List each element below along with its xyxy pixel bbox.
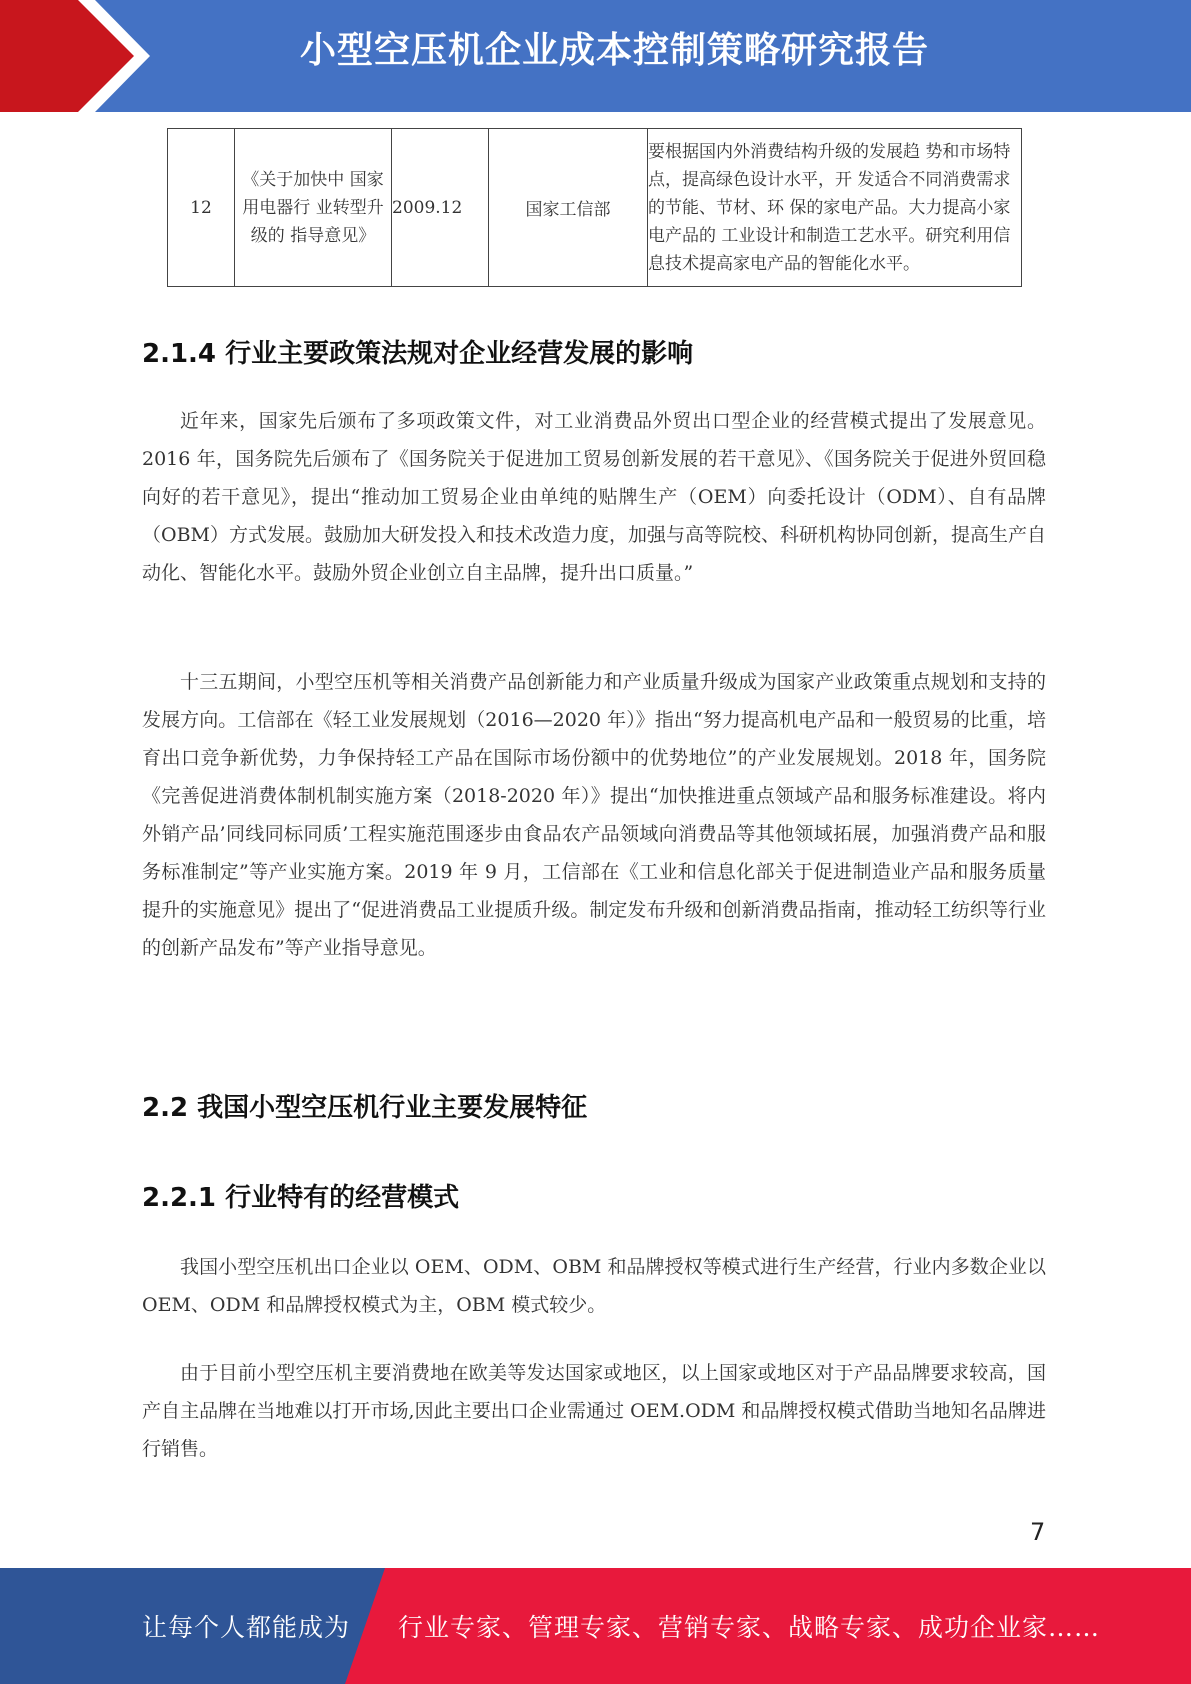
paragraph-13th-five-year: 十三五期间，小型空压机等相关消费产品创新能力和产业质量升级成为国家产业政策重点规划和支持的发展方向。工信部在《轻工业发展规划（2016—2020 年）》指出“努力提高机电产品和一般贸易的比重，培育出口竞争新优势，力争保持轻工产品在国际市场份额中的优势地位”的产业发展规划。2018 年，国务院《完善促进消费体制机制实施方案（2018-2020 年）》提出“加快推进重点领域产品和服务标准建设。将内外销产品’同线同标同质’工程实施范围逐步由食品农产品领域向消费品等其他领域拓展，加强消费产品和服务标准制定”等产业实施方案。2019 年 9 月，工信部在《工业和信息化部关于促进制造业产品和服务质量提升的实施意见》提出了“促进消费品工业提质升级。制定发布升级和创新消费品指南，推动轻工纺织等行业的创新产品发布”等产业指导意见。: [142, 671, 1046, 959]
heading-2-2: 2.2 我国小型空压机行业主要发展特征: [142, 1093, 588, 1123]
paragraph-brand-licensing: 由于目前小型空压机主要消费地在欧美等发达国家或地区，以上国家或地区对于产品品牌要求较高，国产自主品牌在当地难以打开市场,因此主要出口企业需通过 OEM.ODM 和品牌授权模式借助当地知名品牌进行销售。: [142, 1362, 1046, 1460]
heading-2-1-4: 2.1.4 行业主要政策法规对企业经营发展的影响: [142, 339, 694, 369]
cell-content: 要根据国内外消费结构升级的发展趋 势和市场特点，提高绿色设计水平，开 发适合不同消费需求的节能、节材、环 保的家电产品。大力提高小家电产品的 工业设计和制造工艺水平。研究利用信 息技术提高家电产品的智能化水平。: [648, 129, 1022, 287]
red-chevron-shape: [0, 0, 150, 112]
report-title: 小型空压机企业成本控制策略研究报告: [300, 30, 930, 71]
cell-number: 12: [168, 129, 235, 287]
policy-table: [167, 128, 1022, 287]
footer-slogan-right: 行业专家、管理专家、营销专家、战略专家、成功企业家……: [398, 1613, 1101, 1642]
cell-date: 2009.12: [392, 129, 489, 287]
paragraph-business-models: 我国小型空压机出口企业以 OEM、ODM、OBM 和品牌授权等模式进行生产经营，行业内多数企业以 OEM、ODM 和品牌授权模式为主，OBM 模式较少。: [142, 1256, 1046, 1316]
footer-slogan-left: 让每个人都能成为: [142, 1613, 351, 1642]
paragraph-policy-overview: 近年来，国家先后颁布了多项政策文件，对工业消费品外贸出口型企业的经营模式提出了发展意见。2016 年，国务院先后颁布了《国务院关于促进加工贸易创新发展的若干意见》、《国务院关于促进外贸回稳向好的若干意见》，提出“推动加工贸易企业由单纯的贴牌生产（OEM）向委托设计（ODM）、自有品牌（OBM）方式发展。鼓励加大研发投入和技术改造力度，加强与高等院校、科研机构协同创新，提高生产自动化、智能化水平。鼓励外贸企业创立自主品牌，提升出口质量。”: [142, 410, 1046, 584]
page-header: [0, 0, 1191, 112]
table-row: [168, 129, 1022, 287]
cell-policy-name: 《关于加快中 国家用电器行 业转型升级的 指导意见》: [235, 129, 392, 287]
page-number: 7: [1030, 1518, 1046, 1546]
page-footer: [0, 1568, 1191, 1684]
cell-department: 国家工信部: [489, 129, 648, 287]
heading-2-2-1: 2.2.1 行业特有的经营模式: [142, 1183, 460, 1213]
